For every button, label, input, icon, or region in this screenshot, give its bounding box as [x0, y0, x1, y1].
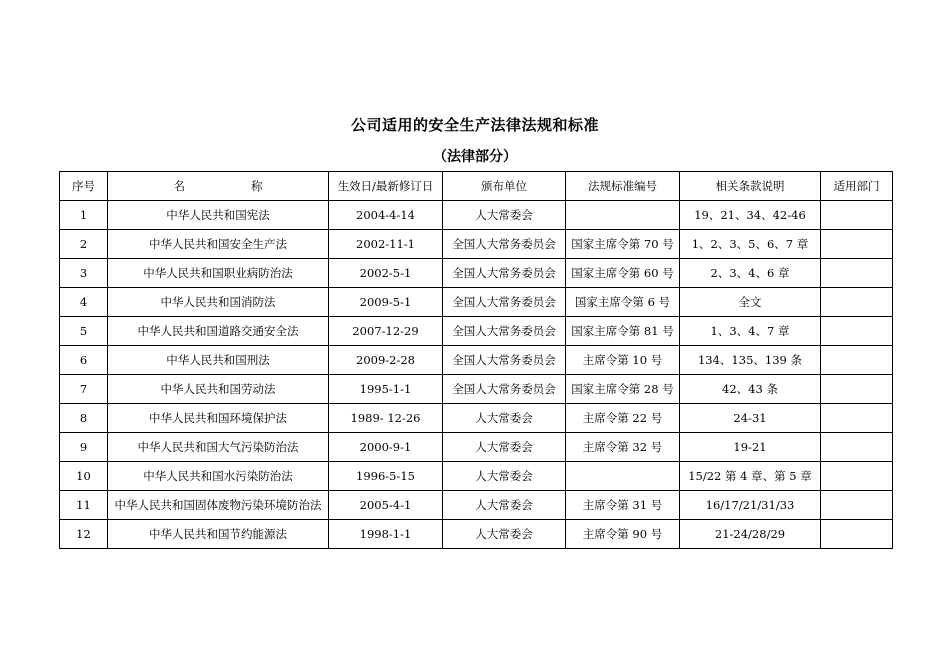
- table-row: [60, 404, 893, 433]
- cell-issuer: 全国人大常务委员会: [443, 346, 566, 375]
- cell-issuer: 人大常委会: [443, 201, 566, 230]
- cell-dept: [821, 317, 893, 346]
- cell-index: 6: [60, 346, 108, 375]
- cell-index: 10: [60, 462, 108, 491]
- cell-articles: 42、43 条: [680, 375, 821, 404]
- cell-code: 主席令第 32 号: [566, 433, 680, 462]
- header-name-part2: 称: [251, 178, 263, 193]
- cell-index: 1: [60, 201, 108, 230]
- cell-code: [566, 462, 680, 491]
- cell-dept: [821, 433, 893, 462]
- header-dept: 适用部门: [821, 172, 893, 201]
- table-row: [60, 433, 893, 462]
- cell-code: [566, 201, 680, 230]
- cell-articles: 1、2、3、5、6、7 章: [680, 230, 821, 259]
- cell-index: 4: [60, 288, 108, 317]
- cell-date: 2009-5-1: [329, 288, 443, 317]
- cell-code: 国家主席令第 6 号: [566, 288, 680, 317]
- cell-name: 中华人民共和国刑法: [108, 346, 329, 375]
- header-issuer: 颁布单位: [443, 172, 566, 201]
- cell-name: 中华人民共和国大气污染防治法: [108, 433, 329, 462]
- cell-date: 2000-9-1: [329, 433, 443, 462]
- cell-index: 8: [60, 404, 108, 433]
- cell-issuer: 人大常委会: [443, 404, 566, 433]
- cell-articles: 24-31: [680, 404, 821, 433]
- cell-date: 2002-11-1: [329, 230, 443, 259]
- cell-articles: 1、3、4、7 章: [680, 317, 821, 346]
- cell-articles: 19-21: [680, 433, 821, 462]
- cell-issuer: 人大常委会: [443, 462, 566, 491]
- cell-articles: 21-24/28/29: [680, 520, 821, 549]
- cell-date: 2007-12-29: [329, 317, 443, 346]
- cell-name: 中华人民共和国固体废物污染环境防治法: [108, 491, 329, 520]
- header-name-part1: 名: [173, 178, 185, 193]
- table-row: [60, 201, 893, 230]
- cell-dept: [821, 201, 893, 230]
- cell-index: 7: [60, 375, 108, 404]
- cell-code: 国家主席令第 81 号: [566, 317, 680, 346]
- cell-issuer: 人大常委会: [443, 433, 566, 462]
- cell-dept: [821, 346, 893, 375]
- cell-code: 国家主席令第 70 号: [566, 230, 680, 259]
- cell-dept: [821, 375, 893, 404]
- cell-date: 2005-4-1: [329, 491, 443, 520]
- cell-date: 1996-5-15: [329, 462, 443, 491]
- cell-issuer: 全国人大常务委员会: [443, 375, 566, 404]
- table-row: [60, 288, 893, 317]
- cell-index: 12: [60, 520, 108, 549]
- laws-table: [59, 171, 893, 549]
- cell-code: 国家主席令第 28 号: [566, 375, 680, 404]
- cell-articles: 2、3、4、6 章: [680, 259, 821, 288]
- document-title: 公司适用的安全生产法律法规和标准: [350, 116, 599, 134]
- cell-index: 9: [60, 433, 108, 462]
- cell-date: 2004-4-14: [329, 201, 443, 230]
- cell-issuer: 全国人大常务委员会: [443, 288, 566, 317]
- table-row: [60, 375, 893, 404]
- cell-date: 1995-1-1: [329, 375, 443, 404]
- cell-issuer: 人大常委会: [443, 520, 566, 549]
- cell-code: 主席令第 10 号: [566, 346, 680, 375]
- cell-code: 主席令第 31 号: [566, 491, 680, 520]
- table-row: [60, 520, 893, 549]
- table-row: [60, 317, 893, 346]
- cell-name: 中华人民共和国环境保护法: [108, 404, 329, 433]
- cell-code: 国家主席令第 60 号: [566, 259, 680, 288]
- cell-name: 中华人民共和国安全生产法: [108, 230, 329, 259]
- cell-articles: 全文: [680, 288, 821, 317]
- cell-name: 中华人民共和国节约能源法: [108, 520, 329, 549]
- cell-dept: [821, 491, 893, 520]
- cell-name: 中华人民共和国道路交通安全法: [108, 317, 329, 346]
- header-articles: 相关条款说明: [680, 172, 821, 201]
- cell-name: 中华人民共和国劳动法: [108, 375, 329, 404]
- cell-dept: [821, 259, 893, 288]
- table-row: [60, 462, 893, 491]
- table-row: [60, 346, 893, 375]
- cell-articles: 16/17/21/31/33: [680, 491, 821, 520]
- cell-index: 2: [60, 230, 108, 259]
- cell-dept: [821, 462, 893, 491]
- cell-date: 1998-1-1: [329, 520, 443, 549]
- cell-dept: [821, 520, 893, 549]
- table-row: [60, 230, 893, 259]
- header-code: 法规标准编号: [566, 172, 680, 201]
- cell-name: 中华人民共和国消防法: [108, 288, 329, 317]
- header-index: 序号: [60, 172, 108, 201]
- cell-code: 主席令第 22 号: [566, 404, 680, 433]
- cell-articles: 134、135、139 条: [680, 346, 821, 375]
- table-row: [60, 491, 893, 520]
- cell-name: 中华人民共和国职业病防治法: [108, 259, 329, 288]
- document-subtitle: （法律部分）: [433, 149, 517, 165]
- cell-dept: [821, 230, 893, 259]
- cell-date: 2002-5-1: [329, 259, 443, 288]
- cell-code: 主席令第 90 号: [566, 520, 680, 549]
- cell-issuer: 全国人大常务委员会: [443, 259, 566, 288]
- cell-name: 中华人民共和国水污染防治法: [108, 462, 329, 491]
- header-date: 生效日/最新修订日: [329, 172, 443, 201]
- cell-articles: 19、21、34、42-46: [680, 201, 821, 230]
- cell-name: 中华人民共和国宪法: [108, 201, 329, 230]
- header-name: [108, 172, 329, 201]
- cell-dept: [821, 404, 893, 433]
- cell-index: 11: [60, 491, 108, 520]
- cell-index: 3: [60, 259, 108, 288]
- table-row: [60, 259, 893, 288]
- cell-articles: 15/22 第 4 章、第 5 章: [680, 462, 821, 491]
- cell-date: 2009-2-28: [329, 346, 443, 375]
- cell-date: 1989- 12-26: [329, 404, 443, 433]
- cell-issuer: 全国人大常务委员会: [443, 317, 566, 346]
- cell-issuer: 人大常委会: [443, 491, 566, 520]
- table-header-row: [60, 172, 893, 201]
- cell-dept: [821, 288, 893, 317]
- cell-index: 5: [60, 317, 108, 346]
- cell-issuer: 全国人大常务委员会: [443, 230, 566, 259]
